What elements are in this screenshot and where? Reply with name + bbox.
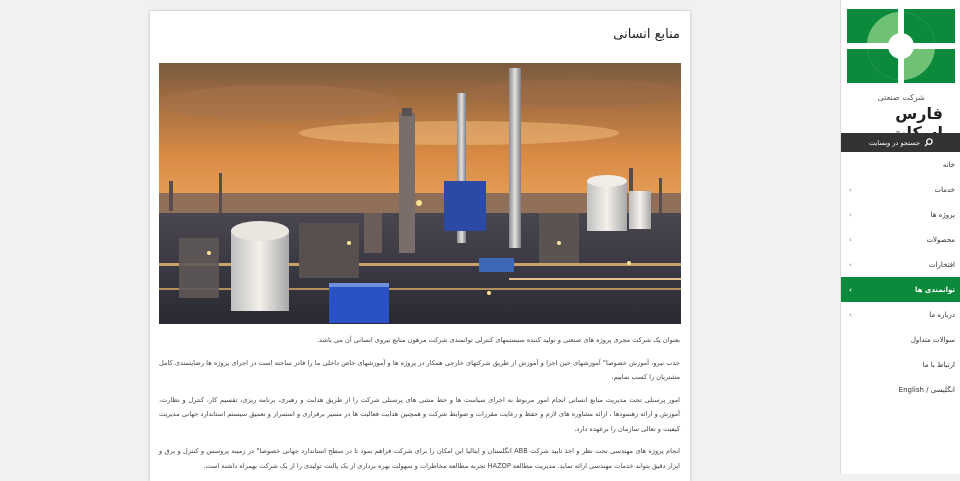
menu-item-about[interactable] [841, 302, 960, 327]
hero-image [159, 63, 681, 324]
menu-item-label: درباره ما [929, 310, 955, 319]
page-title: منابع انسانی [613, 27, 680, 42]
menu-item-contact[interactable] [841, 352, 960, 377]
menu-item-products[interactable] [841, 227, 960, 252]
chevron-left-icon: ‹ [849, 310, 852, 319]
menu-item-label: انگلیسی / English [898, 385, 955, 394]
company-logo[interactable] [847, 9, 955, 83]
paragraph: جذب نیرو، آموزش خصوصا" آموزشهای حین اجرا و آموزش از طریق شرکتهای خارجی همکار در پروژه ها و آموزشهای خاص داخلی ما را قادر ساخته است در اجرای پروژه ها رضایتمندی کامل مشتریان را کسب نماییم. [159, 358, 680, 381]
chevron-left-icon: ‹ [849, 210, 852, 219]
chevron-left-icon: ‹ [849, 260, 852, 269]
chevron-left-icon: ‹ [849, 285, 852, 294]
menu-item-faq[interactable] [841, 327, 960, 352]
search-label: جستجو در وبسایت [868, 138, 921, 147]
menu-item-label: محصولات [926, 235, 955, 244]
main-content-card [150, 11, 690, 481]
chevron-left-icon: ‹ [849, 235, 852, 244]
menu-item-projects[interactable] [841, 202, 960, 227]
menu-item-home[interactable] [841, 152, 960, 177]
menu-item-label: خانه [942, 160, 955, 169]
paragraph: بعنوان یک شرکت مجری پروژه های صنعتی و تولید کننده سیستمهای کنترلی توانمندی شرکت مرهون منابع نیروی انسانی آن می باشد. [316, 336, 680, 344]
menu-item-label: توانمندی ها [915, 285, 955, 294]
sidebar [840, 0, 960, 474]
main-menu [841, 152, 960, 402]
menu-item-honors[interactable] [841, 252, 960, 277]
search-icon [924, 138, 933, 147]
menu-item-label: خدمات [934, 185, 955, 194]
menu-item-label: سوالات متداول [910, 335, 955, 344]
menu-item-services[interactable] [841, 177, 960, 202]
company-tagline: شرکت صنعتی [877, 93, 925, 102]
menu-item-label: پروژه ها [930, 210, 955, 219]
paragraph: انجام پروژه های مهندسی تحت نظر و اخذ تایید شرکت ABB انگلستان و ایتالیا این امکان را برای شرکت فراهم نمود تا در سطح استاندارد جهانی خصوصا" در زمینه پروسس و کنترل و برق و ابزار دقیق بتواند خدمات مهندسی ارائه نماید. مدیریت مطالعه HAZOP تجربه مطالعه مخاطرات و سهولت بهره برداری از یک پالنت تولیدی را از یک شرکت بهمراه داشته است. [159, 447, 681, 470]
article-body [159, 333, 680, 481]
paragraph: امور پرسنلی تحت مدیریت منابع انسانی انجام امور مربوط به اجرای سیاست ها و خط مشی های پرسنلی شرکت را از طریق هدایت و رهبری، برنامه ریزی، تقسیم کار، کنترل و نظارت، آموزش و ارائه رهنمودها ، ارائه مشاوره های لازم و حفظ و رعایت مقررات و ضوابط شرکت و همچنین هدایت فعالیت ها در مسیر برقراری و استمرار و تعمیق سیستم استاندارد جهانی مدیریت کیفیت و تعالی سازمان را برعهده دارد. [159, 395, 680, 433]
company-name: فارس [895, 104, 943, 123]
chevron-left-icon: ‹ [849, 185, 852, 194]
menu-item-label: افتخارات [929, 260, 955, 269]
menu-item-english[interactable] [841, 377, 960, 402]
search-button[interactable] [841, 133, 960, 152]
menu-item-label: ارتباط با ما [922, 360, 955, 369]
menu-item-capabilities[interactable] [841, 277, 960, 302]
